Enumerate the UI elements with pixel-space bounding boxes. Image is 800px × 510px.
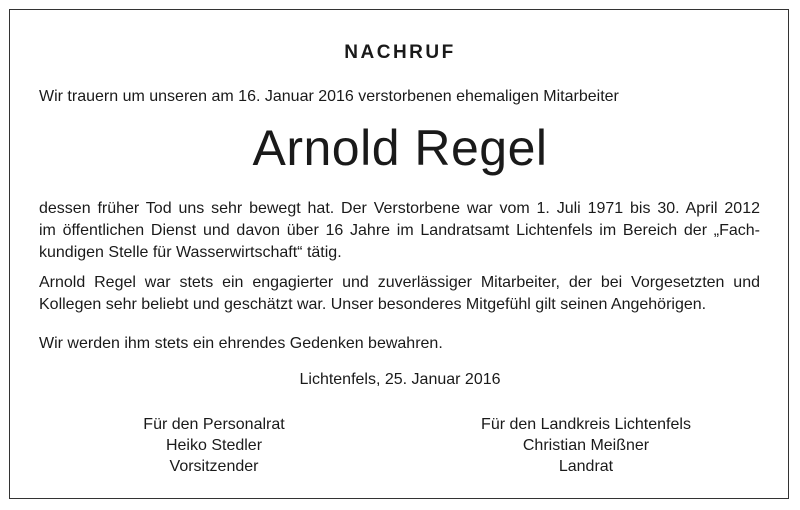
- paragraph-career: [39, 198, 760, 264]
- place-date: Lichtenfels, 25. Januar 2016: [299, 371, 501, 388]
- paragraph-line: Kollegen sehr beliebt und geschätzt war. Unser besonderes Mitgefühl gilt seinen Angehörigen.: [39, 296, 707, 313]
- signature-role: Vorsitzender: [169, 458, 259, 475]
- paragraph-remembrance: [39, 333, 760, 355]
- signature-name: Christian Meißner: [522, 437, 650, 454]
- paragraph-line: im öffentlichen Dienst und davon über 16 Jahre im Landratsamt Lichtenfels im Bereich der „Fach-: [39, 222, 760, 239]
- paragraph-line: dessen früher Tod uns sehr bewegt hat. Der Verstorbene war vom 1. Juli 1971 bis 30. April 2012: [39, 200, 760, 217]
- deceased-name: Arnold Regel: [252, 120, 548, 176]
- signature-block-personalrat: [64, 414, 364, 477]
- signature-block-landkreis: [436, 414, 736, 477]
- obituary-heading: NACHRUF: [344, 42, 456, 63]
- signature-org: Für den Personalrat: [143, 416, 285, 433]
- paragraph-line: kundigen Stelle für Wasserwirtschaft“ tätig.: [39, 244, 342, 261]
- signature-org: Für den Landkreis Lichtenfels: [481, 416, 691, 433]
- paragraph-tribute: [39, 272, 760, 316]
- signature-name: Heiko Stedler: [165, 437, 263, 454]
- paragraph-line: Arnold Regel war stets ein engagierter und zuverlässiger Mitarbeiter, der bei Vorgesetzten und: [39, 274, 760, 291]
- intro-text: Wir trauern um unseren am 16. Januar 2016 verstorbenen ehemaligen Mitarbeiter: [39, 88, 619, 105]
- signature-role: Landrat: [558, 458, 614, 475]
- paragraph-line: Wir werden ihm stets ein ehrendes Gedenken bewahren.: [39, 335, 443, 352]
